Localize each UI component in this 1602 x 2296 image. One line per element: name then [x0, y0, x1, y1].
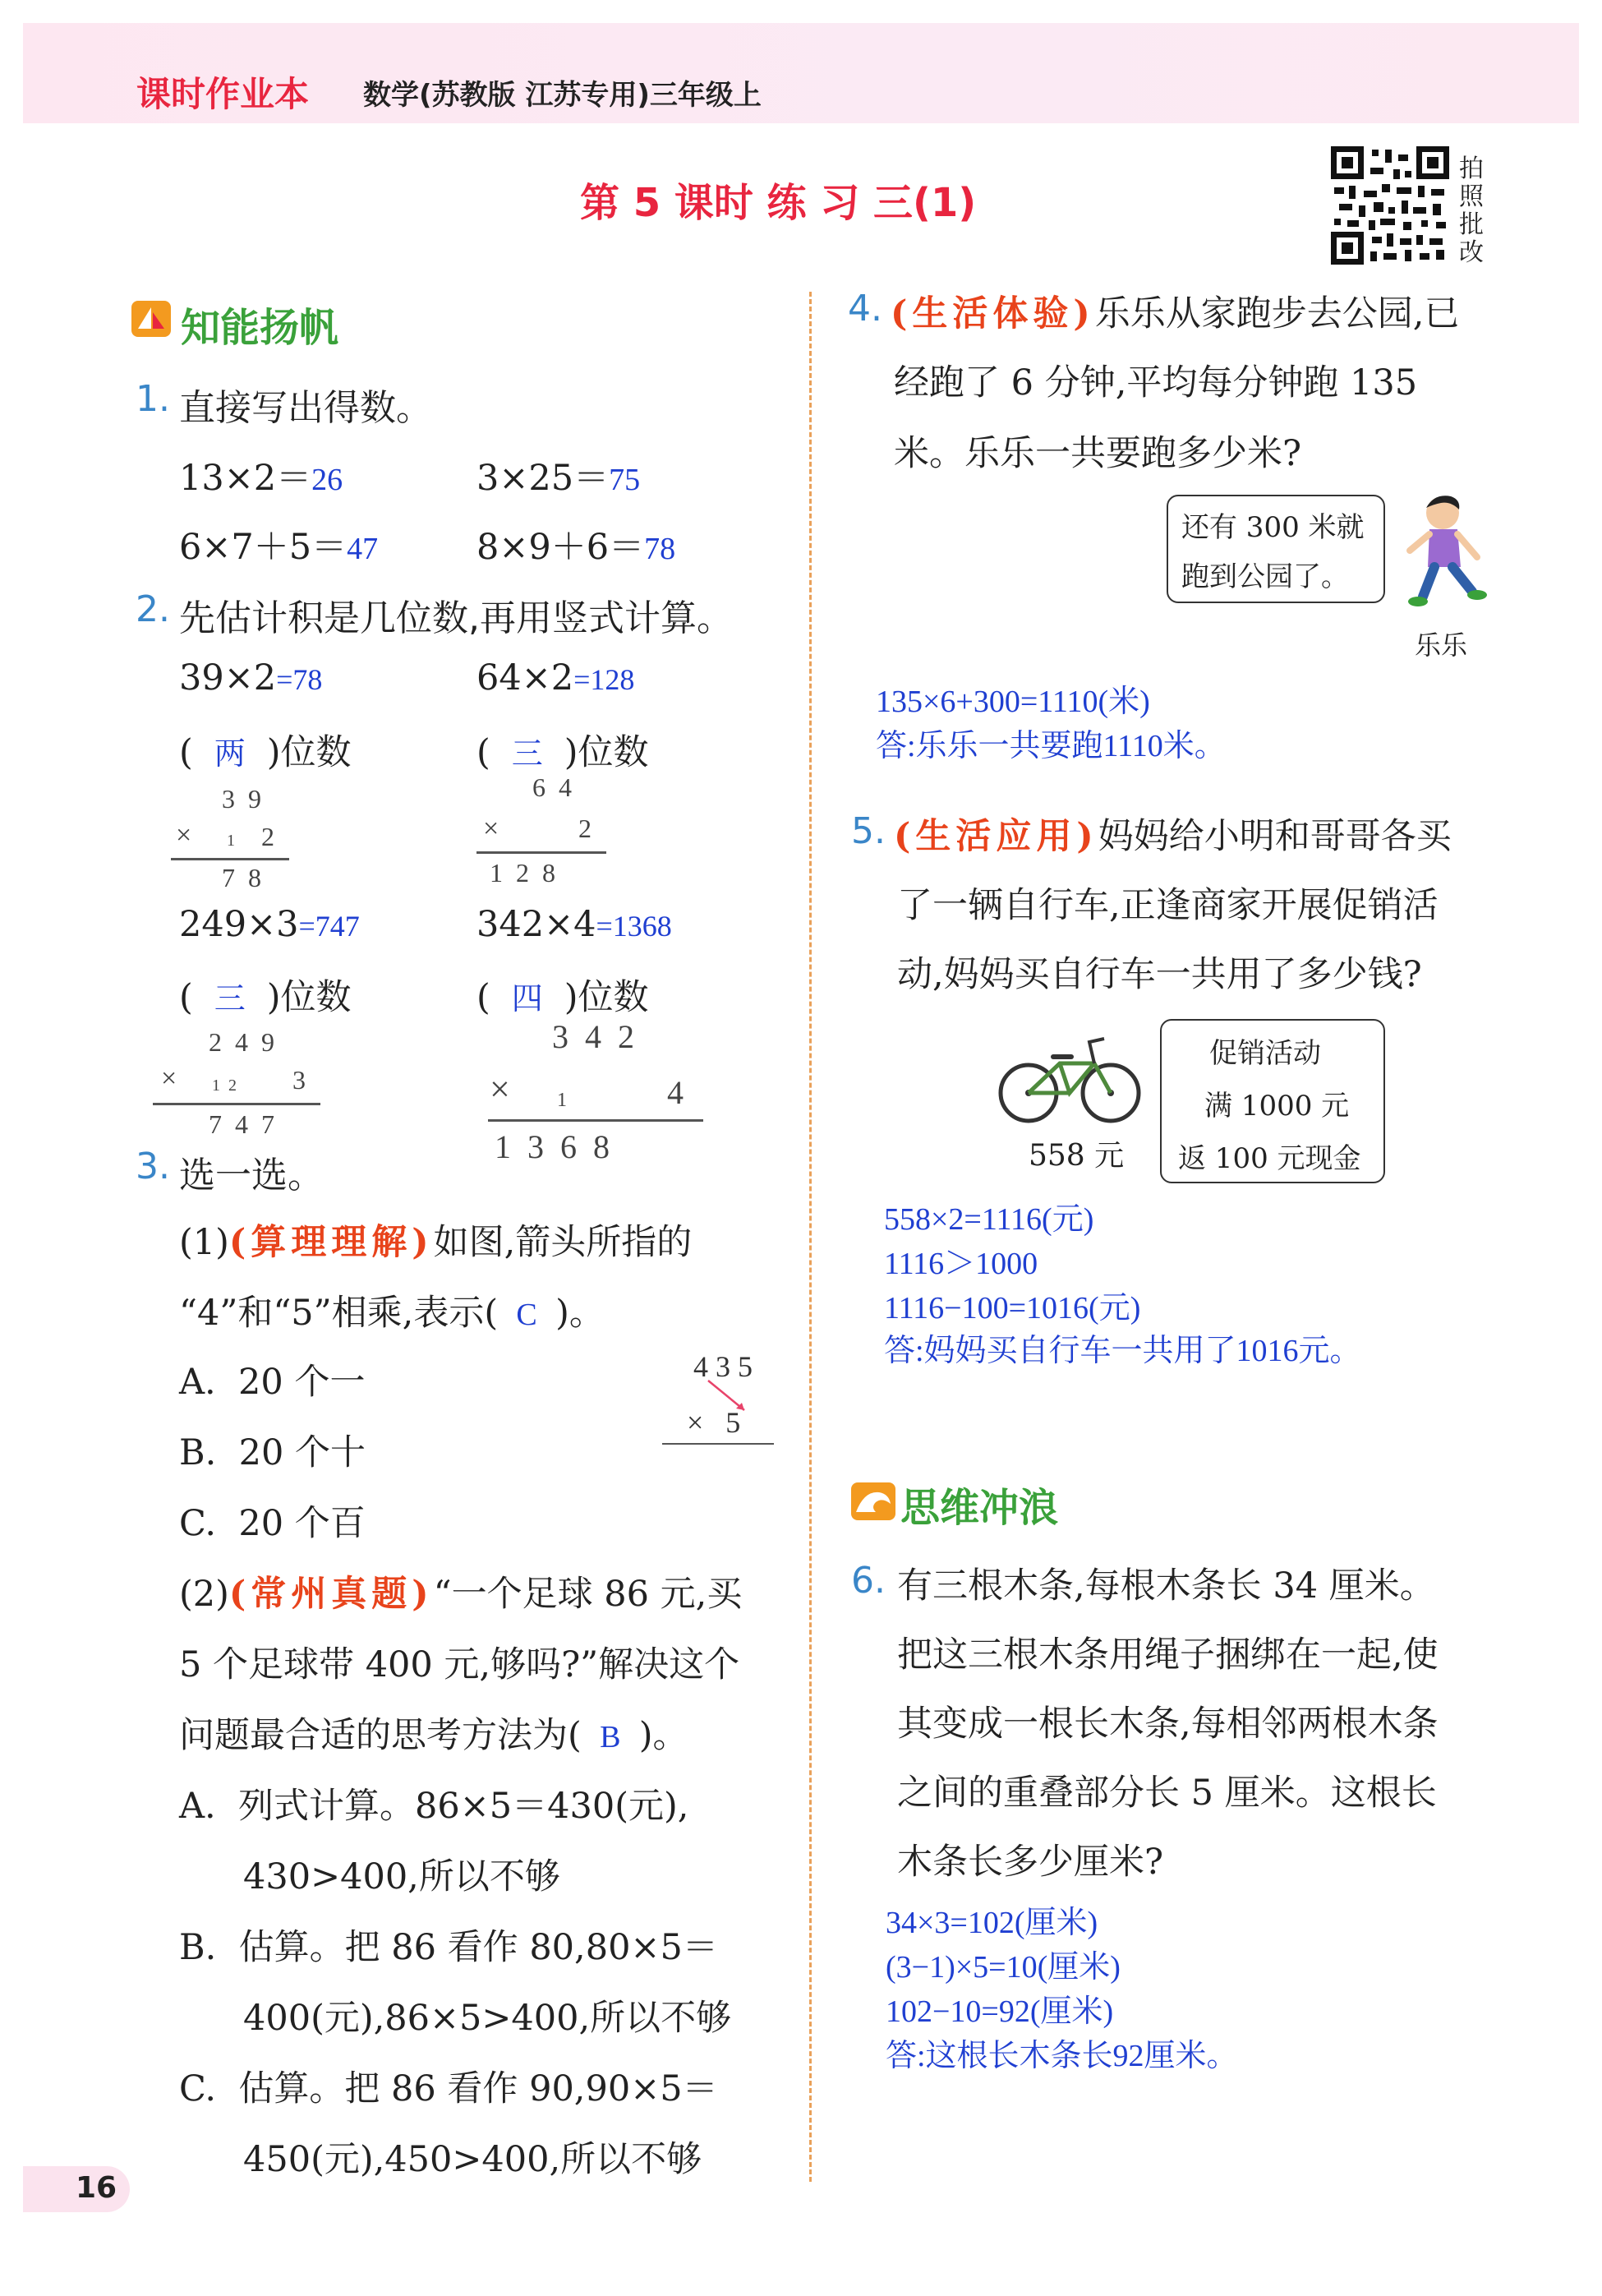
q4-line1: (生活体验)乐乐从家跑步去公园,已 [891, 293, 1460, 334]
q2-vert-top-4: 3 4 2 [552, 1018, 634, 1055]
q2-expr-2: 64×2=128 [476, 657, 635, 698]
q6-line2: 把这三根木条用绳子捆绑在一起,使 [897, 1634, 1439, 1676]
q1-answer-1: 26 [311, 463, 343, 497]
q2-number: 2. [136, 588, 170, 630]
q4-bubble-line1: 还有 300 米就 [1181, 511, 1365, 544]
q4-answer-line2: 答:乐乐一共要跑1110米。 [876, 729, 1226, 763]
q1-answer-4: 78 [644, 532, 676, 566]
q6-answer-line4: 答:这根长木条长92厘米。 [886, 2039, 1238, 2073]
q2-answer-3: =747 [298, 910, 360, 943]
q2-vert-times-4: × [490, 1069, 510, 1109]
q5-answer-line2: 1116＞1000 [884, 1247, 1038, 1281]
wave-icon [851, 1482, 895, 1520]
q2-text: 先估计积是几位数,再用竖式计算。 [179, 597, 733, 639]
q2-digits-2: ( 三 )位数 [476, 725, 649, 775]
q2-vert-top-2: 6 4 [532, 772, 572, 802]
q3-part2-option-c-1: C. 估算。把 86 看作 90,90×5＝ [179, 2068, 718, 2109]
q2-vert-mul-4: 4 [667, 1074, 684, 1111]
q4-answer-line1: 135×6+300=1110(米) [876, 685, 1150, 719]
q2-digits-1: ( 两 )位数 [179, 725, 352, 775]
section-icon [131, 301, 171, 337]
q4-line3: 米。乐乐一共要跑多少米? [894, 433, 1302, 474]
q4-tag: (生活体验) [891, 293, 1095, 334]
q4-person-name: 乐乐 [1415, 629, 1468, 661]
q2-vert-line-4 [488, 1119, 703, 1122]
q2-answer-2: =128 [573, 663, 635, 696]
q3-part1-line2: “4”和“5”相乘,表示( C )。 [179, 1293, 605, 1334]
q3-part1-option-a: A. 20 个一 [179, 1362, 366, 1403]
book-subject: 数学(苏教版 江苏专用)三年级上 [363, 79, 762, 112]
q6-line1: 有三根木条,每根木条长 34 厘米。 [897, 1565, 1435, 1607]
q5-line3: 动,妈妈买自行车一共用了多少钱? [897, 954, 1422, 995]
q1-expr-1: 13×2＝26 [179, 458, 343, 499]
q2-answer-1: =78 [276, 663, 323, 696]
q6-answer-line1: 34×3=102(厘米) [886, 1906, 1098, 1940]
q2-vert-carry-3: 1 2 [212, 1077, 237, 1095]
q2-vert-top-1: 3 9 [222, 784, 261, 814]
q3-part2-option-b-2: 400(元),86×5>400,所以不够 [243, 1998, 732, 2039]
q2-expr-1: 39×2=78 [179, 657, 323, 698]
q5-promo-line1: 促销活动 [1209, 1037, 1321, 1070]
q1-expr-3: 6×7＋5＝47 [179, 527, 379, 568]
qr-label-3: 批 [1459, 210, 1484, 239]
q2-expr-4: 342×4=1368 [476, 904, 672, 945]
q2-vert-times-1: × [176, 820, 192, 851]
q3-figure-mul: × 5 [687, 1406, 741, 1439]
q2-expr-3: 249×3=747 [179, 904, 360, 945]
q1-number: 1. [136, 378, 170, 420]
q2-vert-top-3: 2 4 9 [209, 1027, 274, 1057]
bicycle-icon [996, 1027, 1144, 1126]
q1-expr-4: 8×9＋6＝78 [476, 527, 676, 568]
q6-line5: 木条长多少厘米? [897, 1842, 1164, 1883]
q3-part2-line1: (2)(常州真题)“一个足球 86 元,买 [179, 1574, 743, 1615]
q1-answer-3: 47 [347, 532, 379, 566]
q5-line2: 了一辆自行车,正逢商家开展促销活 [897, 885, 1439, 926]
running-boy-icon [1393, 491, 1492, 615]
q5-line1: (生活应用)妈妈给小明和哥哥各买 [894, 816, 1452, 857]
q3-part2-option-c-2: 450(元),450>400,所以不够 [243, 2139, 702, 2180]
q3-part1-tag: (算理理解) [228, 1222, 434, 1263]
q5-answer-line1: 558×2=1116(元) [884, 1202, 1094, 1237]
q2-vert-line-1 [171, 858, 289, 860]
q5-promo-line3: 返 100 元现金 [1178, 1142, 1361, 1175]
q3-text: 选一选。 [179, 1155, 324, 1196]
q5-answer-line4: 答:妈妈买自行车一共用了1016元。 [884, 1334, 1361, 1368]
q2-vert-carry-1: 1 [227, 832, 235, 850]
q6-line4: 之间的重叠部分长 5 厘米。这根长 [897, 1773, 1437, 1814]
q2-answer-4: =1368 [596, 910, 672, 943]
q6-line3: 其变成一根长木条,每相邻两根木条 [897, 1704, 1439, 1745]
q2-digits-answer-3: 三 [214, 982, 246, 1017]
q2-vert-times-3: × [161, 1063, 177, 1094]
q6-answer-line3: 102−10=92(厘米) [886, 1994, 1114, 2029]
q5-tag: (生活应用) [894, 816, 1098, 857]
section2-title: 思维冲浪 [900, 1485, 1059, 1531]
q3-part1-line1: (1)(算理理解)如图,箭头所指的 [179, 1222, 693, 1263]
section1-title: 知能扬帆 [181, 305, 339, 351]
q3-part2-line3: 问题最合适的思考方法为( B )。 [179, 1715, 688, 1756]
qr-code-icon[interactable] [1331, 146, 1449, 265]
q2-vert-mul-2: 2 [578, 814, 592, 843]
q3-part2-line2: 5 个足球带 400 元,够吗?”解决这个 [179, 1644, 740, 1685]
page-number: 16 [76, 2171, 117, 2205]
q3-part1-answer: C [516, 1298, 537, 1332]
qr-label-2: 照 [1459, 182, 1484, 211]
q2-vert-result-3: 7 4 7 [209, 1109, 274, 1139]
qr-label-1: 拍 [1459, 154, 1484, 183]
q2-vert-result-2: 1 2 8 [490, 858, 555, 888]
q3-part1-option-b: B. 20 个十 [179, 1432, 366, 1473]
q2-vert-result-4: 1 3 6 8 [495, 1128, 610, 1165]
q2-digits-3: ( 三 )位数 [179, 970, 352, 1020]
q3-figure-top: 4 3 5 [693, 1350, 753, 1383]
q2-vert-result-1: 7 8 [222, 863, 261, 892]
q5-promo-line2: 满 1000 元 [1204, 1090, 1350, 1123]
qr-label-4: 改 [1459, 238, 1484, 267]
q2-vert-line-3 [153, 1103, 320, 1105]
q3-part2-tag: (常州真题) [228, 1574, 434, 1615]
q2-vert-mul-1: 2 [261, 822, 274, 851]
q4-number: 4. [848, 288, 882, 330]
q1-answer-2: 75 [609, 463, 641, 497]
column-divider [809, 292, 812, 2182]
q6-answer-line2: (3−1)×5=10(厘米) [886, 1950, 1121, 1985]
q5-number: 5. [851, 810, 886, 852]
q2-vert-times-2: × [483, 814, 499, 844]
q2-digits-4: ( 四 )位数 [476, 970, 649, 1020]
q2-digits-answer-1: 两 [214, 737, 246, 772]
q3-part2-option-a-2: 430>400,所以不够 [243, 1856, 560, 1897]
q1-expr-2: 3×25＝75 [476, 458, 641, 499]
q3-part2-option-b-1: B. 估算。把 86 看作 80,80×5＝ [179, 1927, 718, 1968]
q3-part1-option-c: C. 20 个百 [179, 1503, 366, 1544]
q3-part2-option-a-1: A. 列式计算。86×5＝430(元), [179, 1786, 689, 1827]
q2-digits-answer-2: 三 [511, 737, 543, 772]
q6-number: 6. [851, 1560, 886, 1602]
q2-vert-line-2 [476, 851, 606, 854]
q3-figure-line [662, 1443, 774, 1445]
q2-vert-carry-4: 1 [557, 1090, 567, 1111]
q4-line2: 经跑了 6 分钟,平均每分钟跑 135 [894, 362, 1418, 403]
q1-text: 直接写出得数。 [179, 387, 432, 429]
q4-bubble-line2: 跑到公园了。 [1181, 560, 1349, 593]
q5-answer-line3: 1116−100=1016(元) [884, 1291, 1141, 1326]
q2-vert-mul-3: 3 [292, 1065, 306, 1095]
q3-number: 3. [136, 1146, 170, 1187]
lesson-title: 第 5 课时 练 习 三(1) [580, 180, 977, 226]
q2-digits-answer-4: 四 [511, 982, 543, 1017]
q3-part2-answer: B [600, 1720, 621, 1754]
q5-price: 558 元 [1029, 1139, 1125, 1173]
brand-title: 课时作业本 [136, 74, 310, 114]
